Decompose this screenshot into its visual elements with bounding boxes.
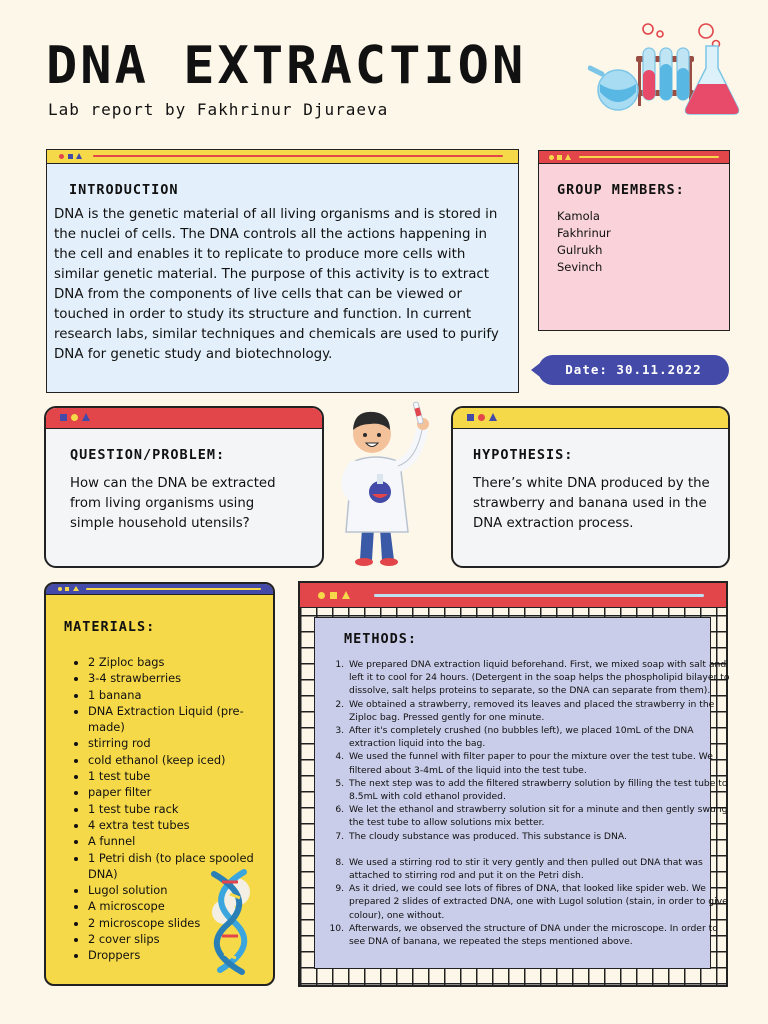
square-icon [60, 414, 67, 421]
question-text: How can the DNA be extracted from living organisms using simple household utensils? [70, 476, 276, 531]
lab-glassware-illustration [588, 20, 748, 120]
hypothesis-text: There’s white DNA produced by the strawberry and banana used in the DNA extraction process. [473, 476, 710, 531]
material-item: • 4 extra test tubes [88, 817, 275, 833]
group-members-card [538, 150, 730, 331]
triangle-icon [76, 153, 82, 159]
square-icon [467, 414, 474, 421]
card-title-bar [300, 583, 726, 608]
method-step: 9. As it dried, we could see lots of fibres of DNA, that looked like spider web. We prepared 2 slides of extracted DNA, one with Lugol solution (stain, in order to give colour), one without. [347, 882, 730, 922]
square-icon [557, 155, 562, 160]
bar-line [374, 594, 704, 597]
material-item: • stirring rod [88, 735, 275, 751]
circle-icon [58, 587, 62, 591]
square-icon [330, 592, 337, 599]
date-badge-pointer [531, 363, 540, 377]
member-name: Gulrukh [557, 243, 603, 257]
material-item: • A microscope [88, 898, 275, 914]
triangle-icon [82, 413, 90, 421]
material-item: • paper filter [88, 784, 275, 800]
circle-icon [71, 414, 78, 421]
page-title: DNA EXTRACTION [46, 36, 527, 96]
card-title-bar [47, 150, 518, 164]
bar-line [579, 156, 719, 158]
circle-icon [549, 155, 554, 160]
member-name: Sevinch [557, 260, 603, 274]
material-item: • Lugol solution [88, 882, 275, 898]
material-item: • 2 microscope slides [88, 915, 275, 931]
material-item: • 1 test tube [88, 768, 275, 784]
bar-line [93, 155, 503, 157]
method-step: 1. We prepared DNA extraction liquid beforehand. First, we mixed soap with salt and left it to cool for 24 hours. (Detergent in the soap helps the phospholipid bilayer to dissolve, salt helps proteins to separate, so the DNA can separate from them). [347, 658, 730, 698]
introduction-text: DNA is the genetic material of all living organisms and is stored in the nuclei of cells. The DNA controls all the actions happening in the cell and enables it to replicate to produce more cells with similar genetic material. The purpose of this activity is to extract DNA from the components of live cells that can be viewed or touched in order to study its structure and function. In current research labs, similar techniques and chemicals are used to purify DNA for genetic study and biotechnology. [54, 207, 499, 362]
material-item: • 3-4 strawberries [88, 670, 275, 686]
material-item: • A funnel [88, 833, 275, 849]
material-item: • Droppers [88, 947, 275, 963]
method-step: 5. The next step was to add the filtered strawberry solution by filling the test tube to 8.5mL with cold ethanol provided. [347, 777, 730, 803]
circle-icon [59, 154, 64, 159]
methods-heading: METHODS: [344, 631, 418, 647]
method-step: 8. We used a stirring rod to stir it very gently and then pulled out DNA that was attached to stirring rod and put it on the Petri dish. [347, 856, 730, 882]
question-heading: QUESTION/PROBLEM: [70, 447, 226, 463]
card-title-bar [453, 408, 728, 429]
material-item: • 2 cover slips [88, 931, 275, 947]
square-icon [65, 587, 69, 591]
scientist-illustration [332, 400, 436, 570]
hypothesis-card [451, 406, 730, 568]
material-item: • 1 test tube rack [88, 801, 275, 817]
material-item: • 2 Ziploc bags [88, 654, 275, 670]
card-title-bar [46, 584, 273, 595]
circle-icon [478, 414, 485, 421]
introduction-heading: INTRODUCTION [69, 182, 179, 198]
introduction-card [46, 149, 519, 393]
material-item: • DNA Extraction Liquid (pre-made) [88, 703, 275, 736]
circle-icon [318, 592, 325, 599]
hypothesis-heading: HYPOTHESIS: [473, 447, 574, 463]
triangle-icon [73, 586, 79, 591]
materials-card [44, 582, 275, 986]
bar-line [86, 588, 261, 590]
method-step: 3. After it's completely crushed (no bubbles left), we placed 10mL of the DNA extraction liquid into the bag. [347, 724, 730, 750]
card-title-bar [46, 408, 322, 429]
triangle-icon [565, 154, 571, 160]
member-name: Kamola [557, 209, 600, 223]
date-badge: Date: 30.11.2022 [538, 355, 729, 385]
triangle-icon [342, 591, 350, 599]
dna-helix-illustration [194, 866, 264, 981]
method-step: 7. The cloudy substance was produced. This substance is DNA. [347, 830, 730, 843]
card-title-bar [539, 151, 729, 164]
material-item: • 1 Petri dish (to place spooled DNA) [88, 850, 275, 883]
material-item: • 1 banana [88, 687, 275, 703]
method-step: 4. We used the funnel with filter paper to pour the mixture over the test tube. We filtered about 3-4mL of the liquid into the test tube. [347, 750, 730, 776]
triangle-icon [489, 413, 497, 421]
group-members-heading: GROUP MEMBERS: [557, 182, 685, 198]
materials-heading: MATERIALS: [64, 619, 156, 635]
member-name: Fakhrinur [557, 226, 611, 240]
methods-card [314, 617, 730, 969]
question-card [44, 406, 324, 568]
square-icon [68, 154, 73, 159]
material-item: • cold ethanol (keep iced) [88, 752, 275, 768]
method-step: 6. We let the ethanol and strawberry solution sit for a minute and then gently swung the test tube to allow solutions mix better. [347, 803, 730, 829]
members-list [557, 208, 611, 276]
methods-list [329, 658, 730, 948]
page-subtitle: Lab report by Fakhrinur Djuraeva [48, 100, 389, 119]
method-step: 10. Afterwards, we observed the structure of DNA under the microscope. In order to see DNA of banana, we repeated the steps mentioned above. [347, 922, 730, 948]
method-step: 2. We obtained a strawberry, removed its leaves and placed the strawberry in the Ziploc bag. Pressed gently for one minute. [347, 698, 730, 724]
